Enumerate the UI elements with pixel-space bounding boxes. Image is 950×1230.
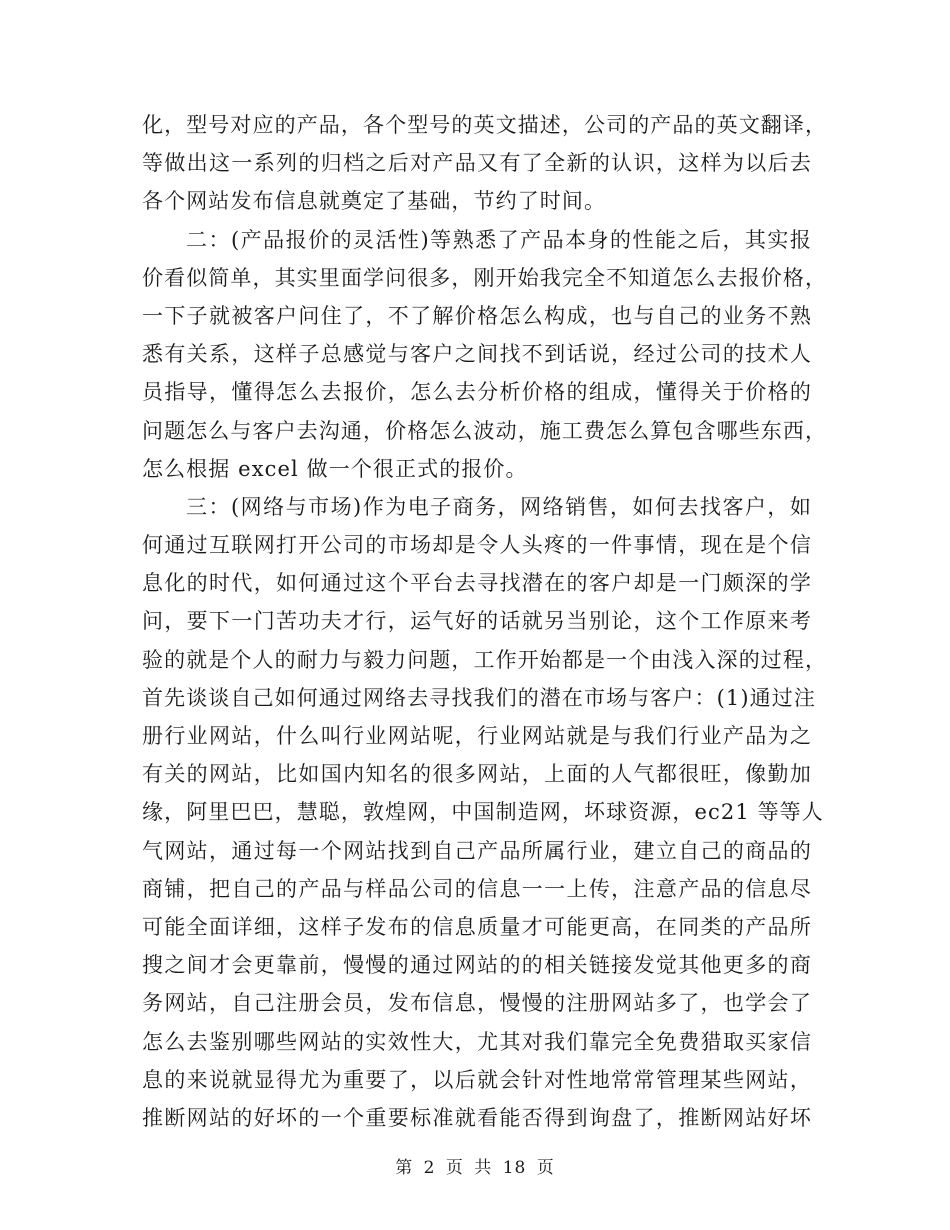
- text-line: 等做出这一系列的归档之后对产品又有了全新的认识，这样为以后去: [142, 151, 812, 176]
- text-line: 二：(产品报价的灵活性)等熟悉了产品本身的性能之后，其实报: [186, 227, 812, 252]
- text-line: 搜之间才会更靠前，慢慢的通过网站的的相关链接发觉其他更多的商: [142, 953, 812, 978]
- text-line: 册行业网站，什么叫行业网站呢，行业网站就是与我们行业产品为之: [142, 724, 812, 748]
- document-body: [142, 106, 828, 1137]
- text-line: 可能全面详细，这样子发布的信息质量才可能更高，在同类的产品所: [142, 914, 812, 939]
- text-line: 价看似简单，其实里面学问很多，刚开始我完全不知道怎么去报价格，: [142, 265, 828, 290]
- text-line: 员指导，懂得怎么去报价，怎么去分析价格的组成，懂得关于价格的: [142, 380, 812, 405]
- text-line: 三：(网络与市场)作为电子商务，网络销售，如何去找客户，如: [186, 494, 812, 519]
- text-line: 怎么去鉴别哪些网站的实效性大，尤其对我们靠完全免费猎取买家信: [142, 1029, 812, 1054]
- text-line: 各个网站发布信息就奠定了基础，节约了时间。: [142, 189, 607, 214]
- text-line: 推断网站的好坏的一个重要标准就看能否得到询盘了，推断网站好坏: [142, 1105, 812, 1130]
- text-line: 悉有关系，这样子总感觉与客户之间找不到话说，经过公司的技术人: [142, 342, 812, 367]
- page-number-footer: 第 2 页 共 18 页: [395, 1158, 555, 1178]
- text-line: 何通过互联网打开公司的市场却是令人头疼的一件事情，现在是个信: [142, 533, 812, 558]
- text-line: 息化的时代，如何通过这个平台去寻找潜在的客户却是一门颇深的学: [142, 571, 812, 596]
- text-line: 验的就是个人的耐力与毅力问题，工作开始都是一个由浅入深的过程，: [142, 647, 828, 672]
- text-line: 有关的网站，比如国内知名的很多网站，上面的人气都很旺，像勤加: [142, 762, 812, 787]
- text-line: 问题怎么与客户去沟通，价格怎么波动，施工费怎么算包含哪些东西，: [142, 418, 828, 443]
- text-line: 气网站，通过每一个网站找到自己产品所属行业，建立自己的商品的: [142, 838, 812, 863]
- text-line: 一下子就被客户问住了，不了解价格怎么构成，也与自己的业务不熟: [142, 303, 812, 328]
- text-line: 务网站，自己注册会员，发布信息，慢慢的注册网站多了，也学会了: [142, 991, 812, 1016]
- text-line: 化，型号对应的产品，各个型号的英文描述，公司的产品的英文翻译，: [142, 113, 828, 137]
- text-line: 问，要下一门苦功夫才行，运气好的话就另当别论，这个工作原来考: [142, 609, 812, 634]
- text-line: 商铺，把自己的产品与样品公司的信息一一上传，注意产品的信息尽: [142, 876, 812, 901]
- text-line: 怎么根据 excel 做一个很正式的报价。: [142, 456, 528, 481]
- text-line: 息的来说就显得尤为重要了，以后就会针对性地常常管理某些网站，: [142, 1067, 812, 1092]
- text-line: 缘，阿里巴巴，慧聪，敦煌网，中国制造网，坏球资源，ec21 等等人: [142, 800, 824, 825]
- text-line: 首先谈谈自己如何通过网络去寻找我们的潜在市场与客户：(1)通过注: [142, 685, 816, 710]
